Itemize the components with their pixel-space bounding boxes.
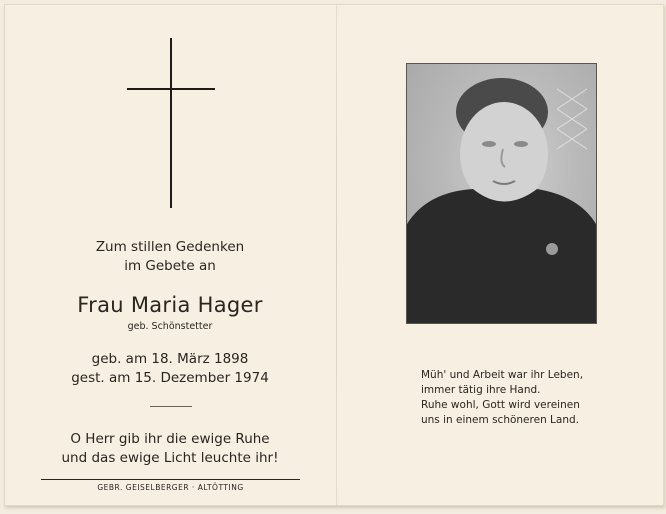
fold-line [336, 5, 337, 505]
verse-line-3: Ruhe wohl, Gott wird vereinen [421, 399, 580, 411]
verse-line-4: uns in einem schöneren Land. [421, 414, 580, 426]
divider [150, 406, 192, 407]
memorial-verse [421, 368, 651, 428]
memorial-card [4, 4, 664, 506]
verse-line-2: immer tätig ihre Hand. [421, 384, 541, 396]
verse-line-1: Müh' und Arbeit war ihr Leben, [421, 369, 584, 381]
prayer-line-2: und das ewige Licht leuchte ihr! [61, 450, 279, 466]
death-date: gest. am 15. Dezember 1974 [71, 370, 269, 386]
bottom-rule [41, 479, 300, 480]
dedication-line-2: im Gebete an [124, 258, 216, 274]
prayer [25, 430, 315, 468]
birth-name: geb. Schönstetter [127, 321, 213, 332]
portrait-photo [406, 63, 597, 324]
dedication [25, 238, 315, 276]
cross-icon-bar [127, 88, 215, 90]
deceased-name: Frau Maria Hager [77, 293, 263, 317]
cross-icon [170, 38, 172, 208]
birth-date: geb. am 18. März 1898 [91, 351, 249, 367]
life-dates [25, 350, 315, 388]
portrait-image [407, 64, 596, 323]
prayer-line-1: O Herr gib ihr die ewige Ruhe [70, 431, 270, 447]
printer-imprint: GEBR. GEISELBERGER · ALTÖTTING [97, 483, 244, 492]
dedication-line-1: Zum stillen Gedenken [95, 239, 245, 255]
